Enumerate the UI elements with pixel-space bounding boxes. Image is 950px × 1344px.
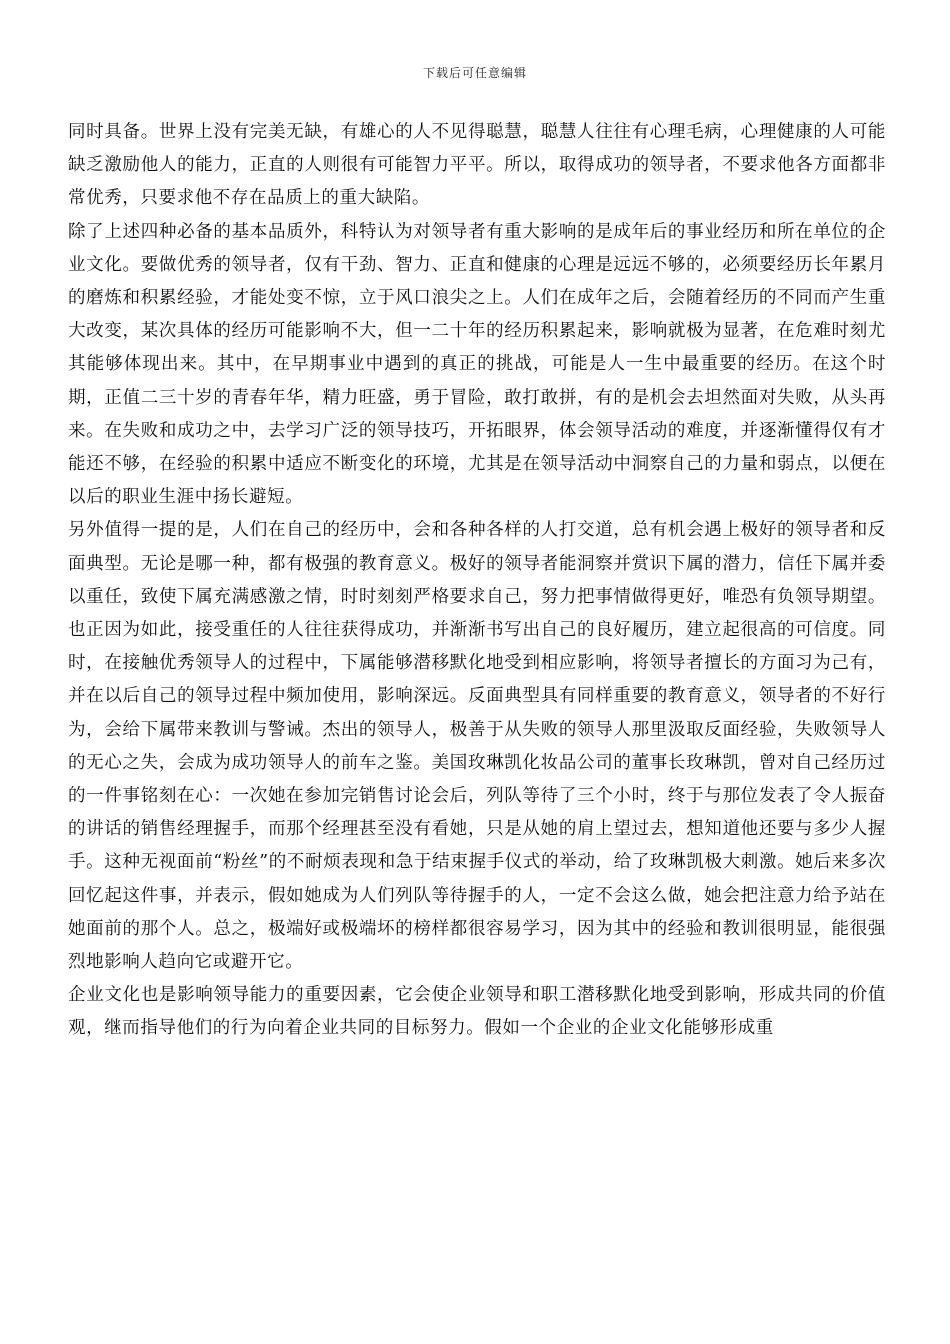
document-body — [68, 116, 886, 1046]
paragraph-2: 除了上述四种必备的基本品质外，科特认为对领导者有重大影响的是成年后的事业经历和所在单位的企业文化。要做优秀的领导者，仅有干劲、智力、正直和健康的心理是远远不够的，必须要经历长年累月的磨炼和积累经验，才能处变不惊，立于风口浪尖之上。人们在成年之后，会随着经历的不同而产生重大改变，某次具体的经历可能影响不大，但一二十年的经历积累起来，影响就极为显著，在危难时刻尤其能够体现出来。其中，在早期事业中遇到的真正的挑战，可能是人一生中最重要的经历。在这个时期，正值二三十岁的青春年华，精力旺盛，勇于冒险，敢打敢拼，有的是机会去坦然面对失败，从头再来。在失败和成功之中，去学习广泛的领导技巧，开拓眼界，体会领导活动的难度，并逐渐懂得仅有才能还不够，在经验的积累中适应不断变化的环境，尤其是在领导活动中洞察自己的力量和弱点，以便在以后的职业生涯中扬长避短。 — [68, 221, 886, 508]
paragraph-3: 另外值得一提的是，人们在自己的经历中，会和各种各样的人打交道，总有机会遇上极好的领导者和反面典型。无论是哪一种，都有极强的教育意义。极好的领导者能洞察并赏识下属的潜力，信任下属并委以重任，致使下属充满感激之情，时时刻刻严格要求自己，努力把事情做得更好，唯恐有负领导期望。也正因为如此，接受重任的人往往获得成功，并渐渐书写出自己的良好履历，建立起很高的可信度。同时，在接触优秀领导人的过程中，下属能够潜移默化地受到相应影响，将领导者擅长的方面习为己有，并在以后自己的领导过程中频加使用，影响深远。反面典型具有同样重要的教育意义，领导者的不好行为，会给下属带来教训与警诫。杰出的领导人，极善于从失败的领导人那里汲取反面经验，失败领导人的无心之失，会成为成功领导人的前车之鉴。美国玫琳凯化妆品公司的董事长玫琳凯，曾对自己经历过的一件事铭刻在心：一次她在参加完销售讨论会后，列队等待了三个小时，终于与那位发表了令人振奋的讲话的销售经理握手，而那个经理甚至没有看她，只是从她的肩上望过去，想知道他还要与多少人握手。这种无视面前“粉丝”的不耐烦表现和急于结束握手仪式的举动，给了玫琳凯极大刺激。她后来多次回忆起这件事，并表示，假如她成为人们列队等待握手的人，一定不会这么做，她会把注意力给予站在她面前的那个人。总之，极端好或极端坏的榜样都很容易学习，因为其中的经验和教训很明显，能很强烈地影响人趋向它或避开它。 — [68, 520, 886, 973]
paragraph-1: 同时具备。世界上没有完美无缺，有雄心的人不见得聪慧，聪慧人往往有心理毛病，心理健康的人可能缺乏激励他人的能力，正直的人则很有可能智力平平。所以，取得成功的领导者，不要求他各方面都非常优秀，只要求他不存在品质上的重大缺陷。 — [68, 122, 886, 209]
paragraph-4: 企业文化也是影响领导能力的重要因素，它会使企业领导和职工潜移默化地受到影响，形成共同的价值观，继而指导他们的行为向着企业共同的目标努力。假如一个企业的企业文化能够形成重 — [68, 985, 886, 1039]
page-header: 下载后可任意编辑 — [422, 66, 527, 80]
